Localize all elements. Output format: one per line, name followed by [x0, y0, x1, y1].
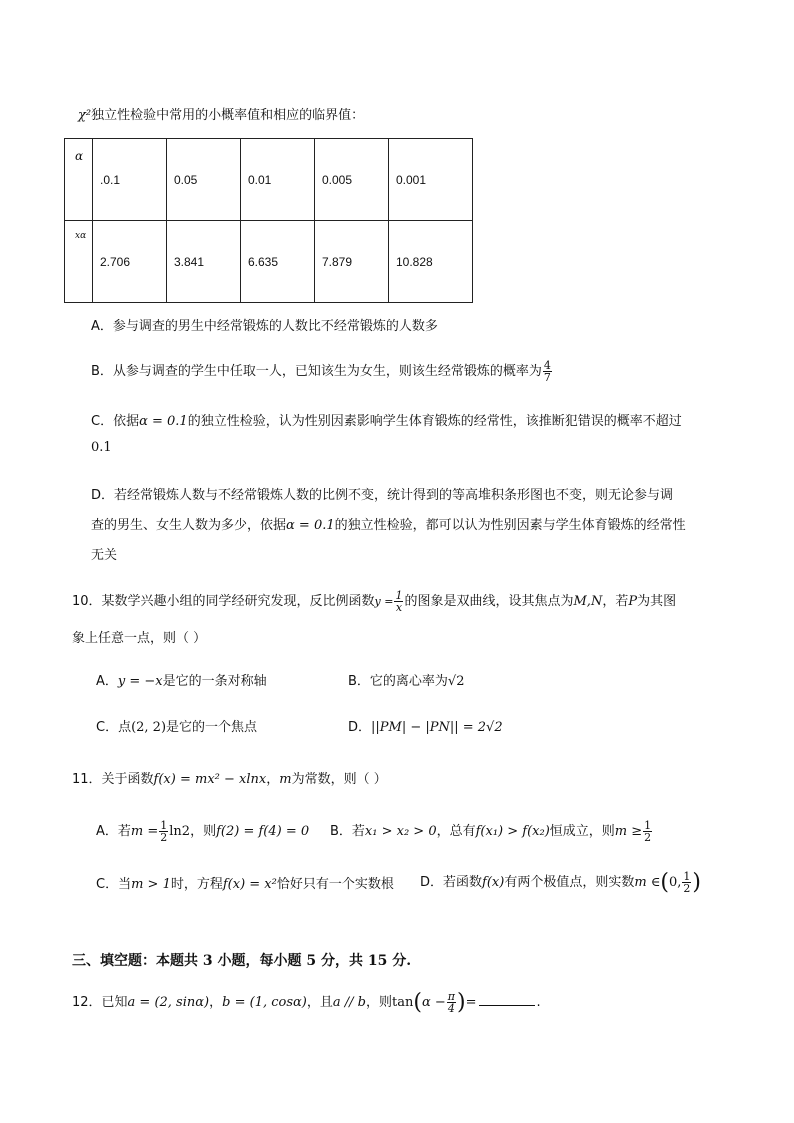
- table-cell: 7.879: [315, 221, 389, 303]
- table-cell: 0.05: [167, 139, 241, 221]
- table-cell: 6.635: [241, 221, 315, 303]
- row-header-x-alpha: xα: [65, 221, 93, 303]
- chi-square-symbol: χ²: [78, 108, 92, 123]
- q10-option-c: C．点(2, 2)是它的一个焦点: [96, 720, 258, 735]
- table-cell: 0.005: [315, 139, 389, 221]
- critical-value-table: [64, 138, 473, 303]
- section-heading: 三、填空题：本题共 3 小题，每小题 5 分，共 15 分.: [72, 953, 412, 969]
- q11-option-a: A．若m = $\frac{1}{2}$ ln2，则f(2) = f(4) = 0: [96, 819, 310, 844]
- table-cell: 2.706: [93, 221, 167, 303]
- fraction: $\frac{1}{2}$: [160, 819, 168, 844]
- table-row: [65, 221, 473, 303]
- fraction: $\frac{4}{7}$: [543, 359, 551, 384]
- fraction: $\frac{1}{2}$: [644, 819, 652, 844]
- q10-stem-line2: 象上任意一点，则（ ）: [72, 631, 207, 646]
- q10-stem: 10．某数学兴趣小组的同学经研究发现，反比例函数y = $\frac{1}{x}$ 的图象是双曲线，设其焦点为M,N，若P为其图: [72, 589, 677, 614]
- q9-option-c: C．依据α = 0.1的独立性检验，认为性别因素影响学生体育锻炼的经常性，该推断犯错误的概率不超过: [91, 414, 682, 429]
- table-cell: 3.841: [167, 221, 241, 303]
- q9-option-d-line2: 查的男生、女生人数为多少，依据α = 0.1的独立性检验，都可以认为性别因素与学生体育锻炼的经常性: [91, 518, 686, 533]
- table-cell: 10.828: [389, 221, 473, 303]
- table-caption-text: 独立性检验中常用的小概率值和相应的临界值：: [91, 108, 365, 123]
- q11-option-d: D．若函数f(x)有两个极值点，则实数m ∈(0, $\frac{1}{2}$ ): [420, 870, 702, 895]
- table-row: [65, 139, 473, 221]
- q10-option-b: B．它的离心率为√2: [348, 674, 465, 689]
- q11-option-b: B．若x₁ > x₂ > 0，总有f(x₁) > f(x₂)恒成立，则m ≥ $\frac{1}{2}$: [330, 819, 652, 844]
- q11-option-c: C．当m > 1时，方程f(x) = x²恰好只有一个实数根: [96, 877, 394, 892]
- fraction: $\frac{1}{x}$: [395, 589, 403, 614]
- q12-stem: 12．已知a = (2, sinα)，b = (1, cosα)，且a // b，则tan(α − $\frac{\pi}{4}$ )= .: [72, 990, 541, 1015]
- table-caption: [78, 104, 364, 123]
- q10-option-a: A．y = −x是它的一条对称轴: [96, 674, 267, 689]
- table-cell: .0.1: [93, 139, 167, 221]
- fraction: $\frac{\pi}{4}$: [447, 990, 455, 1015]
- q9-option-d: D．若经常锻炼人数与不经常锻炼人数的比例不变，统计得到的等高堆积条形图也不变，则无论参与调: [91, 488, 674, 503]
- table-cell: 0.01: [241, 139, 315, 221]
- row-header-alpha: α: [65, 139, 93, 221]
- fraction: $\frac{1}{2}$: [683, 870, 691, 895]
- q9-option-b: B．从参与调查的学生中任取一人，已知该生为女生，则该生经常锻炼的概率为 $\frac{4}{7}$: [91, 359, 551, 384]
- q11-stem: 11．关于函数f(x) = mx² − xlnx，m为常数，则（ ）: [72, 772, 387, 787]
- answer-blank[interactable]: [479, 995, 535, 1006]
- q10-option-d: D．||PM| − |PN|| = 2√2: [348, 720, 503, 735]
- table-cell: 0.001: [389, 139, 473, 221]
- q9-option-c-line2: 0.1: [91, 440, 112, 455]
- q9-option-a: A．参与调查的男生中经常锻炼的人数比不经常锻炼的人数多: [91, 319, 438, 334]
- q9-option-d-line3: 无关: [91, 548, 118, 563]
